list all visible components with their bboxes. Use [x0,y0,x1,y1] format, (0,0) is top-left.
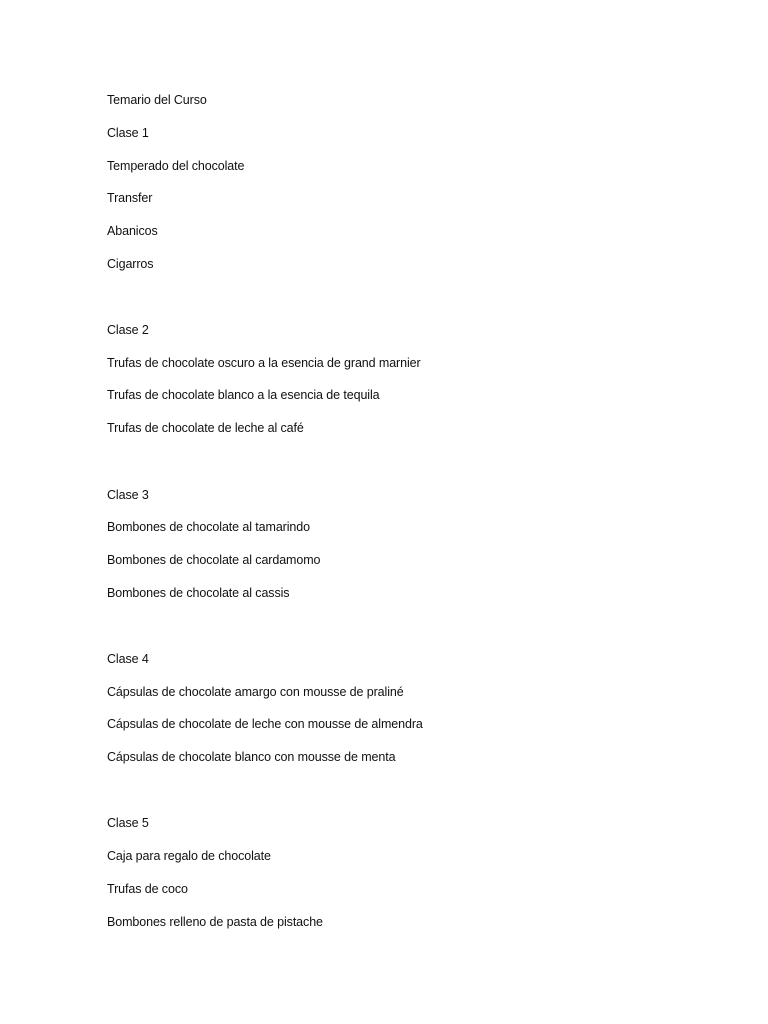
list-item: Trufas de chocolate de leche al café [107,421,304,435]
list-item: Cápsulas de chocolate amargo con mousse de praliné [107,685,404,699]
list-item: Cápsulas de chocolate blanco con mousse de menta [107,750,396,764]
section-heading-clase-4: Clase 4 [107,652,149,666]
list-item: Bombones relleno de pasta de pistache [107,915,323,929]
list-item: Bombones de chocolate al cardamomo [107,553,321,567]
list-item: Caja para regalo de chocolate [107,849,271,863]
section-heading-clase-2: Clase 2 [107,323,149,337]
list-item: Trufas de chocolate blanco a la esencia de tequila [107,388,380,402]
list-item: Temperado del chocolate [107,159,245,173]
list-item: Cápsulas de chocolate de leche con mousse de almendra [107,717,423,731]
section-heading-clase-1: Clase 1 [107,126,149,140]
list-item: Bombones de chocolate al tamarindo [107,520,310,534]
list-item: Trufas de chocolate oscuro a la esencia de grand marnier [107,356,421,370]
list-item: Bombones de chocolate al cassis [107,586,290,600]
list-item: Transfer [107,191,153,205]
list-item: Abanicos [107,224,158,238]
section-heading-clase-3: Clase 3 [107,488,149,502]
document-title: Temario del Curso [107,93,207,107]
list-item: Cigarros [107,257,154,271]
list-item: Trufas de coco [107,882,188,896]
section-heading-clase-5: Clase 5 [107,816,149,830]
